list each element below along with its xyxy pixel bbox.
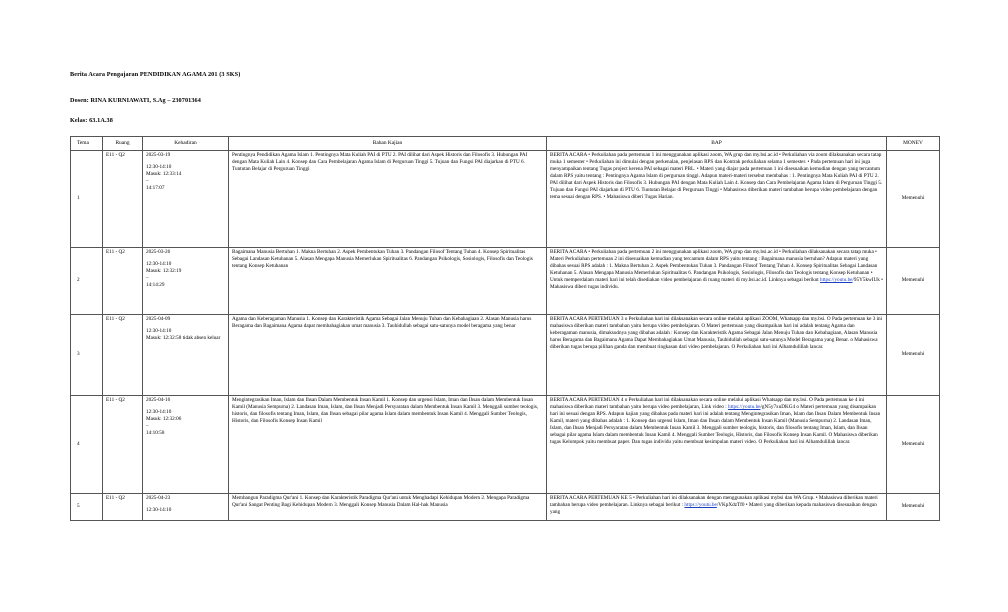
bahan-kajian-cell <box>229 396 547 494</box>
header-ruang: Ruang <box>103 137 143 151</box>
time-separator: – <box>146 423 149 430</box>
kehadiran-cell <box>143 396 229 494</box>
session-date: 2025-04-23 <box>146 495 171 501</box>
kehadiran-cell <box>143 315 229 396</box>
bap-text: BERITA ACARA • Perkuliahan pada pertemuan 2 ini menggunakan aplikasi zoom, WA grup dan my.bsi.ac.id • Perkuliahan dilaksanakan secara tatap muka • Materi Perkuliahan pertemuan 2 ini disesuaikan kemudian yang tercantum dalam RPS yaitu tentang : Bagaimana manusia bertuhan? Adapun materi yang dibahas sesuai RPS adalah : 1. Makna Bertuhan 2. Aspek Pembentukan Tuhan 3. Pandangan Filosof Tentang Tuhan 4. Konsep Spiritualitas Sebagai Landasan Ketuhanan 5. Alasan Mengapa Manusia Memerlukan Spiritualitas 6. Pandangan Psikologis, Sosiologis, Filosofis dan Teologis tentang Konsep Ketuhanan • Untuk memperdalam materi hari ini telah disediakan video pembelajaran di ruang materi di my.bsi.ac.id. Linknya sebagai berikut <box>550 249 878 284</box>
bahan-kajian-text: Mengintegrasikan Iman, Islam dan Ihsan Dalam Membentuk Insan Kamil 1. Konsep dan urgensi Islam, Iman dan Ihsan dalam Membentuk Insan Kamil (Manusia Sempurna) 2. Landasan Iman, Islam, dan Ihsan Menjadi Persyaratan dalam Membentuk Insan Kamil 3. Menggali sumber teologis, historis, dan filosofis tentang Iman, Islam, dan Ihsan sebagai pilar agama Islam dalam membentuk Insan Kamil 4. Menggali Sumber Teologis, Historis, dan Filosofis Konsep Insan Kamil <box>232 397 539 425</box>
check-out-time: 14:17:07 <box>146 185 165 192</box>
check-in-time: Masuk: 12:32:06 <box>146 416 182 423</box>
check-in-time: Masuk: 12:32:58 tidak absen keluar <box>146 335 221 342</box>
bap-text: BERITA ACARA PERTEMUAN 4 o Perkuliahan hari ini dilaksanakan secara online melalui aplikasi Whatsapp dan my.bsi. O Pada pertemuan ke 4 ini mahasiswa diberikan materi tambahan yaitu berupa video pembelajaran, Link video : <box>550 397 865 411</box>
session-time: 12:30-14:10 <box>146 261 172 268</box>
bap-cell <box>547 151 887 248</box>
kehadiran-cell <box>143 494 229 521</box>
session-time: 12:30-14:10 <box>146 328 172 335</box>
bap-cell <box>547 315 887 396</box>
bahan-kajian-text: Pentingnya Pendidikan Agama Islam 1. Pentingnya Mata Kuliah PAI di PTU 2. PAI dilihat dari Aspek Historis dan Filosofis 3. Hubungan PAI dengan Mata Kuliah Lain 4. Konsep dan Cara Pembelajaran Agama Islam di Perguruan Tinggi 5. Tujuan dan Fungsi PAI diajarkan di PTU 6. Tuntutan Belajar di Perguruan Tinggi <box>232 152 528 173</box>
bahan-kajian-cell <box>229 248 547 315</box>
ruang-cell <box>103 494 143 521</box>
room-code: E11 - Q2 <box>106 495 125 501</box>
header-kehadiran: Kehadiran <box>143 137 229 151</box>
tema-cell <box>71 248 103 315</box>
bap-cell <box>547 248 887 315</box>
session-date: 2025-04-09 <box>146 316 171 322</box>
tema-cell <box>71 396 103 494</box>
kehadiran-cell <box>143 248 229 315</box>
session-date: 2025-03-19 <box>146 152 171 158</box>
header-monev: MONEV <box>887 137 940 151</box>
tema-number: 3 <box>77 351 80 358</box>
lecturer-info: Dosen: RINA KURNIAWATI, S.Ag – 230701364 <box>70 97 201 104</box>
tema-cell <box>71 315 103 396</box>
room-code: E11 - Q2 <box>106 316 125 322</box>
monev-status: Memenuhi <box>901 503 925 510</box>
bahan-kajian-text: Bagaimana Manusia Bertuhan 1. Makna Bertuhan 2. Aspek Pembentukan Tuhan 3. Pandangan Filosof Tentang Tuhan 4. Konsep Spiritualitas Sebagai Landasan Ketuhanan 5. Alasan Mengapa Manusia Memerlukan Spiritualitas 6. Pandangan Psikologis, Sosiologis, Filosofis dan Teologis tentang Konsep Ketuhanan <box>232 249 533 270</box>
ruang-cell <box>103 396 143 494</box>
table-row <box>71 396 940 494</box>
monev-cell <box>887 315 940 396</box>
header-tema: Tema <box>71 137 103 151</box>
bap-text-continued: /95Y5kwIUk • Mahasiswa diberi tugas individu. <box>550 277 883 291</box>
room-code: E11 - Q2 <box>106 152 125 158</box>
bap-text-continued: /VKpXdzTf0 • Materi yang diberikan kepada mahasiswa disesuaikan dengan yang <box>550 502 877 516</box>
time-separator: – <box>146 178 149 185</box>
monev-cell <box>887 396 940 494</box>
session-time: 12:30-14:10 <box>146 409 172 416</box>
monev-status: Memenuhi <box>901 440 925 447</box>
bahan-kajian-cell <box>229 315 547 396</box>
ruang-cell <box>103 151 143 248</box>
tema-cell <box>71 494 103 521</box>
video-link[interactable]: https://youtu.be <box>820 277 853 284</box>
bap-text-continued: /gN5y7xuDKG4 o Materi pertemuan yang disampaikan hari ini sesuai dengan RPS. Adapun kajian yang dibahas pada materi hari ini adalah tentang Mengintegrasikan Iman, Islam dan Ihsan Dalam Membentuk Insan Kamil, materi yang dibahas adalah : 1. Konsep dan urgensi Islam, Iman dan Ihsan dalam Membentuk Insan Kamil (Manusia Sempurna) 2. Landasan Iman, Islam, dan Ihsan Menjadi Persyaratan dalam Membentuk Insan Kamil 3. Menggali sumber teologis, historis, dan filosofis tentang Iman, Islam, dan Ihsan sebagai pilar agama Islam dalam membentuk Insan Kamil 4. Menggali Sumber Teologis, Historis, dan Filosofis Konsep Insan Kamil. O Mahasiswa diberikan tugas Kelompok yaitu membuat paper. Dan tugas individu yaitu membuat kesimpulan materi video. O Perkuliahan hari ini Alhamdulillah lancar. <box>550 404 881 446</box>
bap-text: BERITA ACARA • Perkuliahan pada pertemuan 1 ini menggunakan aplikasi zoom, WA grup dan my.bsi.ac.id • Perkuliahan via zoom dilaksanakan secara tatap muka 1 semester • Perkuliahan ini dimulai dengan perkenalan, penjelasan RPS dan Kontrak perkuliahan selama 1 semester. • Pada pertemuan hari ini juga menyampaikan tentang Tugas project kerena PAI sebagai materi PBL. • Materi yang diajar pada pertemuan 1 ini disesuaikan kemudian dengan yang tercantum dalam RPS yaitu tentang : Pentingnya Agama Islam di perguruan tinggi. Adapun materi-materi tersebut membahas : 1. Pentingnya Mata Kuliah PAI di PTU 2. PAI dilihat dari Aspek Historis dan Filosofis 3. Hubungan PAI dengan Mata Kuliah Lain 4. Konsep dan Cara Pembelajaran Agama Islam di Perguruan Tinggi 5. Tujuan dan Fungsi PAI diajarkan di PTU 6. Tuntutan Belajar di Perguruan Tinggi • Mahasiswa diberikan materi tambahan berupa video pembelajaran dengan tema sesuai dengan RPS. • Mahasiswa diberi Tugas Harian. <box>550 152 883 201</box>
bap-text: BERITA ACARA PERTEMUAN 3 o Perkuliahan hari ini dilaksanakan secara online melalui aplikasi ZOOM, Whatsapp dan my.bsi. O Pada pertemuan ke 3 ini mahasiswa diberikan materi tambahan yaitu berupa video pembelajaran. O Materi pertemuan yang disampaikan hari ini adalah tentang Agama dan keberagaman manusia, dimaksudnya yang dibahas adalah : Konsep dan Karakteristik Agama Sebagai Jalan Menuju Tuhan dan Kebahagiaan, Alasan Manusia harus Beragama dan Bagaimana Agama Dapat Membahagiakan Umat Manusia, Tauhidullah sebagai satu-satunya Model Beragama yang Benar. o Mahasiswa diberikan tugas berupa pilihan ganda dan membuat ringkasan dari video pembelajaran. O Perkuliahan hari ini Alhamdulillah lancar. <box>550 316 883 351</box>
document-title: Berita Acara Pengajaran PENDIDIKAN AGAMA 201 (3 SKS) <box>70 71 241 78</box>
session-date: 2025-04-16 <box>146 397 171 403</box>
class-info: Kelas: 63.1A.38 <box>70 117 113 124</box>
video-link[interactable]: https://youtu.be <box>728 404 761 411</box>
monev-status: Memenuhi <box>901 351 925 358</box>
bahan-kajian-cell <box>229 151 547 248</box>
bahan-kajian-text: Membangun Paradigma Qur'ani 1. Konsep dan Karakteristik Paradigma Qur'ani untuk Menghadapi Kehidupan Modern 2. Mengapa Paradigma Qur'ani Sangat Penting Bagi Kehidupan Modern 3. Menggali Konsep Manusia Dalam Hal-hak Manusia <box>232 495 530 509</box>
table-row <box>71 151 940 248</box>
kehadiran-cell <box>143 151 229 248</box>
session-time: 12:30-14:10 <box>146 164 172 171</box>
session-date: 2025-03-26 <box>146 249 171 255</box>
check-in-time: Masuk: 12:32:19 <box>146 268 182 275</box>
tema-number: 5 <box>77 503 80 510</box>
teaching-report-table <box>70 136 940 521</box>
header-bahan-kajian: Bahan Kajian <box>229 137 547 151</box>
tema-number: 4 <box>77 440 80 447</box>
monev-cell <box>887 151 940 248</box>
bap-cell <box>547 494 887 521</box>
video-link[interactable]: https://youtu.be <box>684 502 717 509</box>
table-header-row <box>71 137 940 151</box>
table-row <box>71 315 940 396</box>
check-out-time: 14:14:29 <box>146 282 165 289</box>
check-in-time: Masuk: 12:33:14 <box>146 171 182 178</box>
time-separator: – <box>146 275 149 282</box>
check-out-time: 14:10:58 <box>146 430 165 437</box>
bap-text: BERITA ACARA PERTEMUAN KE 5 • Perkuliahan hari ini dilaksanakan dengan menggunakan aplikasi mybsi dan WA Grup. • Mahasiswa diberikan materi tambahan berupa video pembelajaran. Linknya sebagai berikut : <box>550 495 878 509</box>
bahan-kajian-cell <box>229 494 547 521</box>
monev-status: Memenuhi <box>901 277 925 284</box>
monev-cell <box>887 494 940 521</box>
ruang-cell <box>103 248 143 315</box>
monev-cell <box>887 248 940 315</box>
room-code: E11 - Q2 <box>106 397 125 403</box>
tema-number: 1 <box>77 195 80 202</box>
monev-status: Memenuhi <box>901 195 925 202</box>
ruang-cell <box>103 315 143 396</box>
bahan-kajian-text: Agama dan Keberagaman Manusia 1. Konsep dan Karakteristik Agama Sebagai Jalan Menuju Tuhan dan Kebahagiaan 2. Alasan Manusia harus Beragama dan Bagaimana Agama dapat membahagiakan umat manusia 3. Tauhidullah sebagai satu-satunya model beragama yang benar <box>232 316 532 330</box>
bap-cell <box>547 396 887 494</box>
room-code: E11 - Q2 <box>106 249 125 255</box>
table-row <box>71 494 940 521</box>
tema-cell <box>71 151 103 248</box>
header-bap: BAP <box>547 137 887 151</box>
table-row <box>71 248 940 315</box>
tema-number: 2 <box>77 277 80 284</box>
session-time: 12:30-14:10 <box>146 507 172 514</box>
